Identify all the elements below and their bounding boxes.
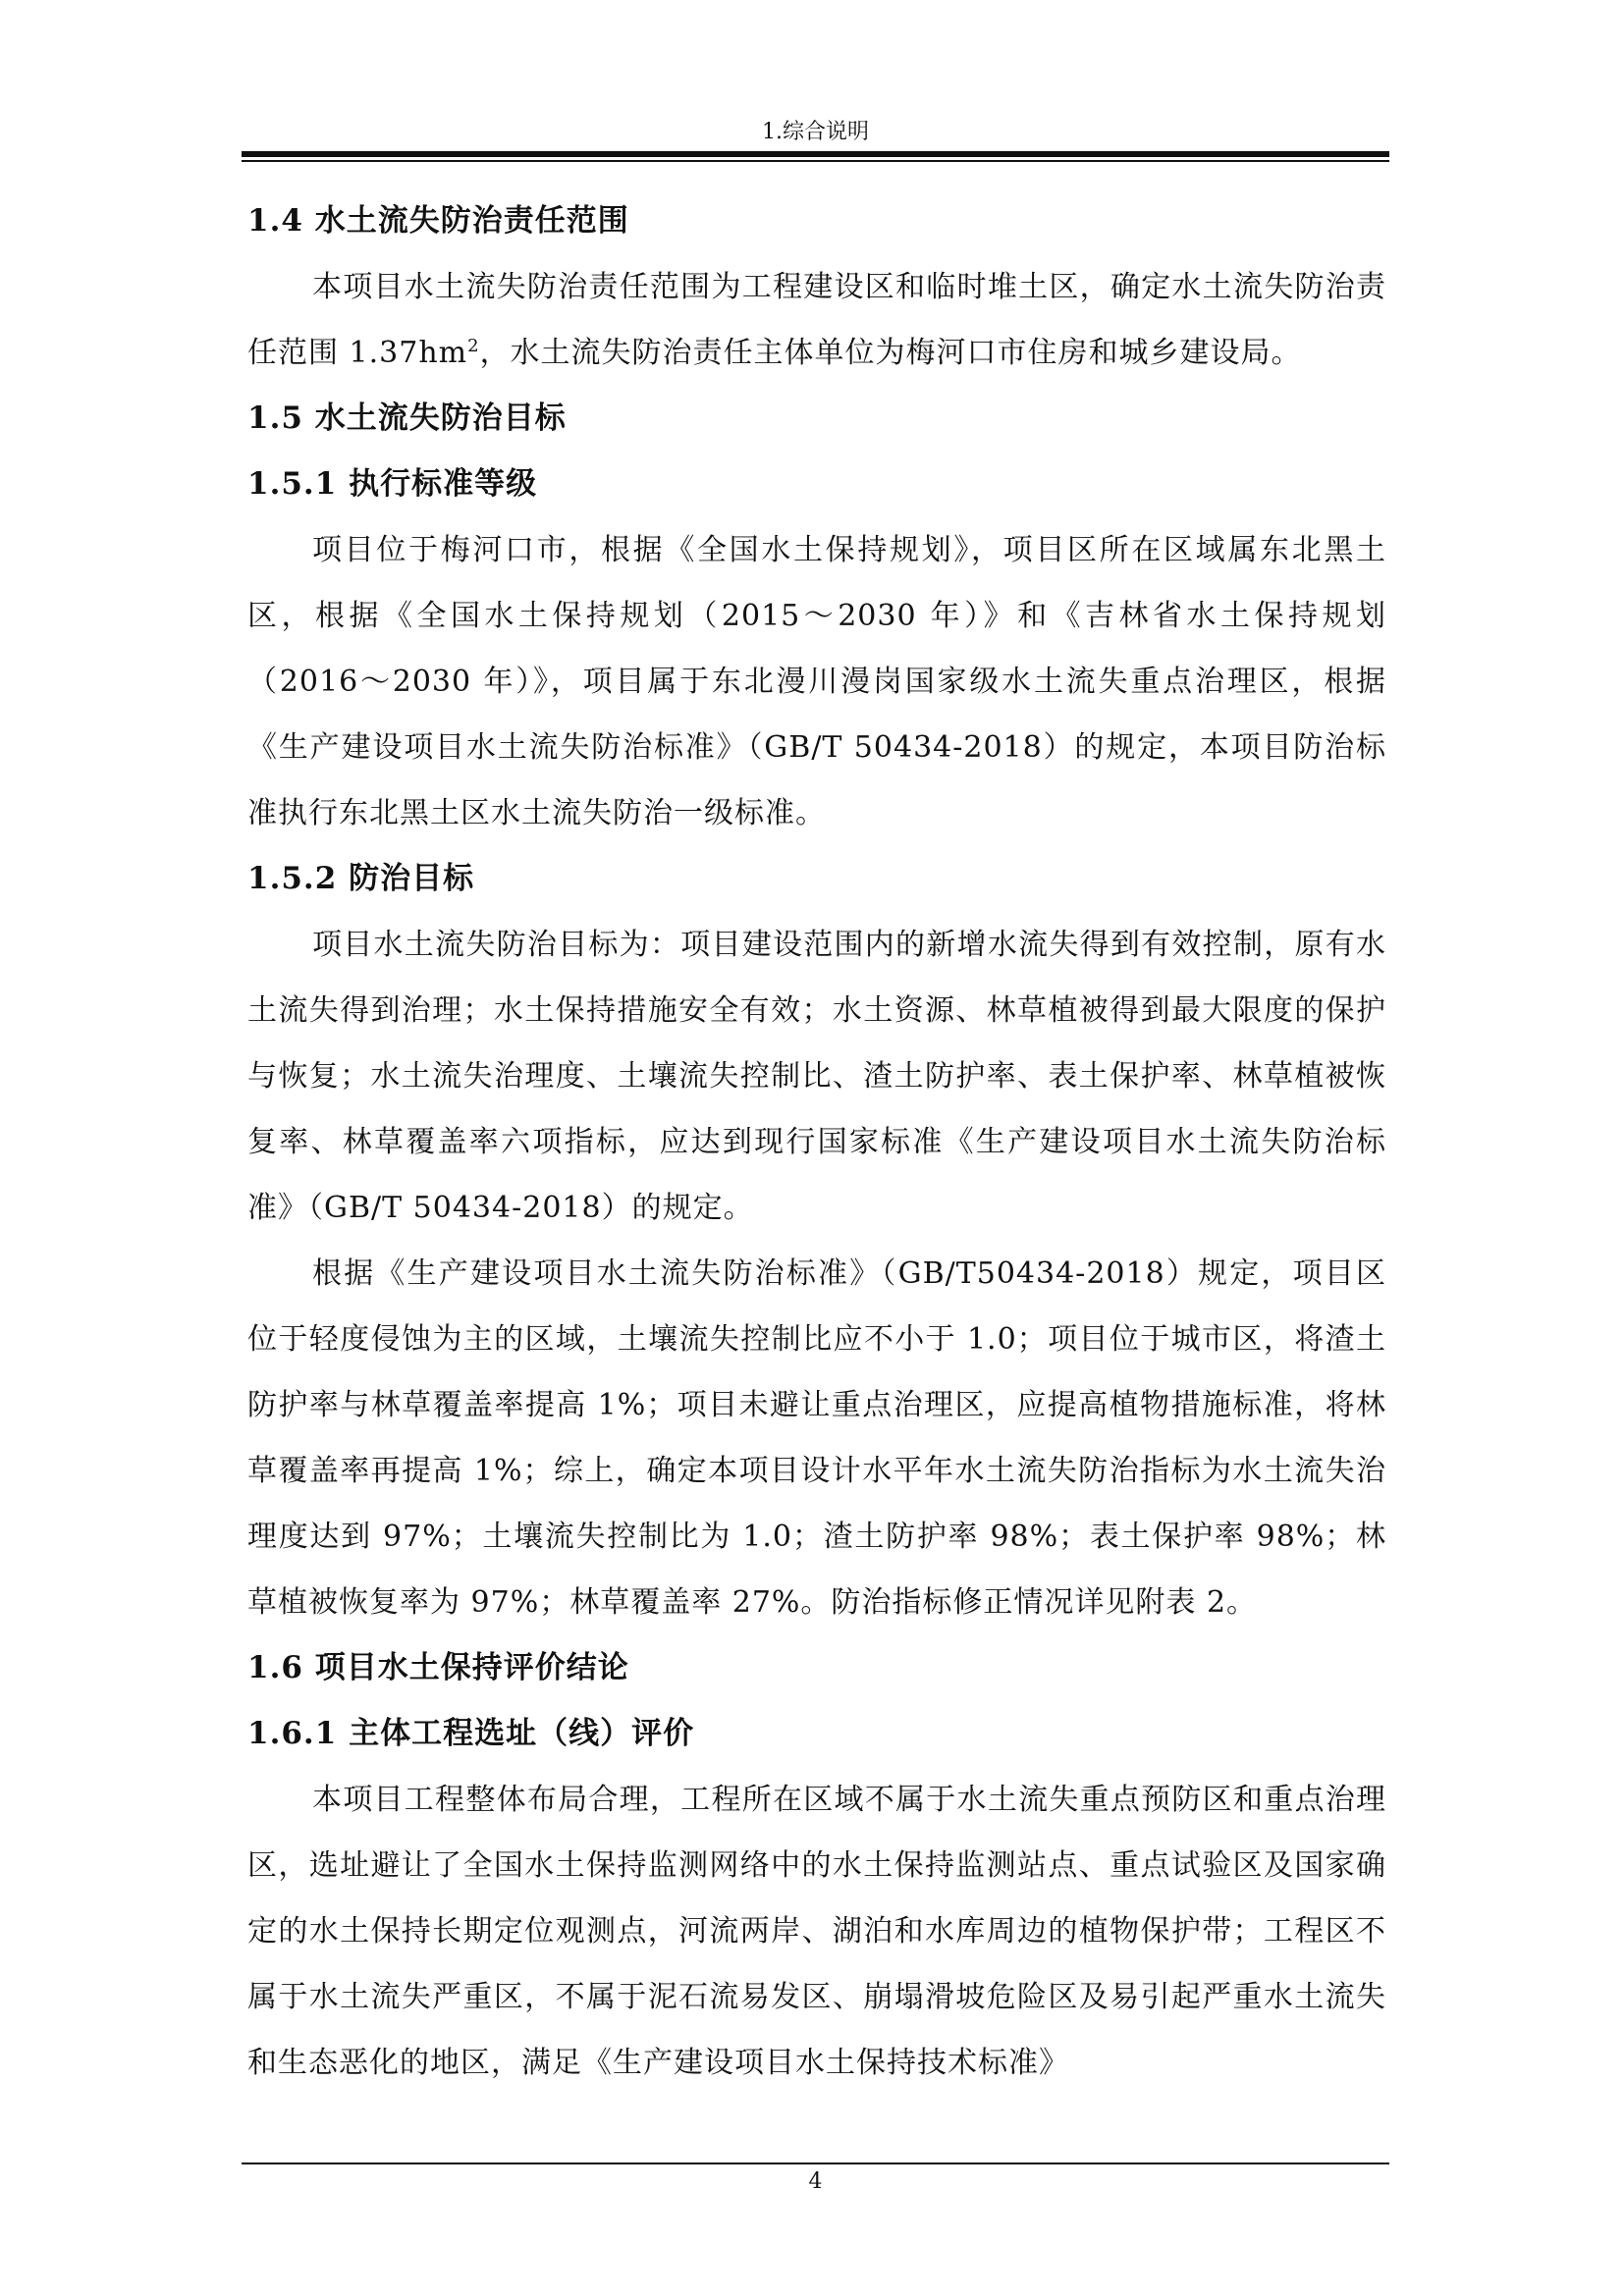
header-rule-thick bbox=[242, 151, 1389, 157]
paragraph-responsibility-scope bbox=[247, 254, 1386, 386]
section-heading-1-6: 1.6 项目水土保持评价结论 bbox=[247, 1650, 629, 1685]
paragraph-text: ，水土流失防治责任主体单位为梅河口市住房和城乡建设局。 bbox=[479, 336, 1302, 370]
paragraph-text: 本项目水土流失防治责任范围为工程建设区和临时堆土区，确定水土流失防治责任范围 1.37hm bbox=[247, 270, 1386, 370]
superscript-2: 2 bbox=[467, 336, 480, 356]
section-heading-1-5-1: 1.5.1 执行标准等级 bbox=[247, 466, 538, 502]
header-rule-thin bbox=[242, 160, 1389, 162]
paragraph-standard-level: 项目位于梅河口市，根据《全国水土保持规划》，项目区所在区域属东北黑土区，根据《全国水土保持规划（2015～2030 年）》和《吉林省水土保持规划（2016～2030 年）》，项目属于东北漫川漫岗国家级水土流失重点治理区，根据《生产建设项目水土流失防治标准》（GB/T 50434-2018）的规定，本项目防治标准执行东北黑土区水土流失防治一级标准。 bbox=[247, 533, 1386, 830]
footer-rule bbox=[242, 2163, 1389, 2164]
section-heading-1-5-2: 1.5.2 防治目标 bbox=[247, 861, 475, 896]
paragraph-control-indices: 根据《生产建设项目水土流失防治标准》（GB/T50434-2018）规定，项目区位于轻度侵蚀为主的区域，土壤流失控制比应不小于 1.0；项目位于城市区，将渣土防护率与林草覆盖率提高 1%；项目未避让重点治理区，应提高植物措施标准，将林草覆盖率再提高 1%；综上，确定本项目设计水平年水土流失防治指标为水土流失治理度达到 97%；土壤流失控制比为 1.0；渣土防护率 98%；表土保护率 98%；林草植被恢复率为 97%；林草覆盖率 27%。防治指标修正情况详见附表 2。 bbox=[247, 1256, 1386, 1620]
section-heading-1-6-1: 1.6.1 主体工程选址（线）评价 bbox=[247, 1716, 695, 1751]
section-heading-1-5: 1.5 水土流失防治目标 bbox=[247, 400, 567, 436]
paragraph-control-goals: 项目水土流失防治目标为：项目建设范围内的新增水流失得到有效控制，原有水土流失得到治理；水土保持措施安全有效；水土资源、林草植被得到最大限度的保护与恢复；水土流失治理度、土壤流失控制比、渣土防护率、表土保护率、林草植被恢复率、林草覆盖率六项指标，应达到现行国家标准《生产建设项目水土流失防治标准》（GB/T 50434-2018）的规定。 bbox=[247, 928, 1386, 1225]
document-body bbox=[247, 188, 1386, 2096]
page-number: 4 bbox=[808, 2169, 823, 2194]
section-heading-1-4: 1.4 水土流失防治责任范围 bbox=[247, 203, 629, 239]
running-header: 1.综合说明 bbox=[762, 120, 869, 144]
paragraph-site-selection: 本项目工程整体布局合理，工程所在区域不属于水土流失重点预防区和重点治理区，选址避让了全国水土保持监测网络中的水土保持监测站点、重点试验区及国家确定的水土保持长期定位观测点，河流两岸、湖泊和水库周边的植物保护带；工程区不属于水土流失严重区，不属于泥石流易发区、崩塌滑坡危险区及易引起严重水土流失和生态恶化的地区，满足《生产建设项目水土保持技术标准》 bbox=[247, 1783, 1386, 2080]
